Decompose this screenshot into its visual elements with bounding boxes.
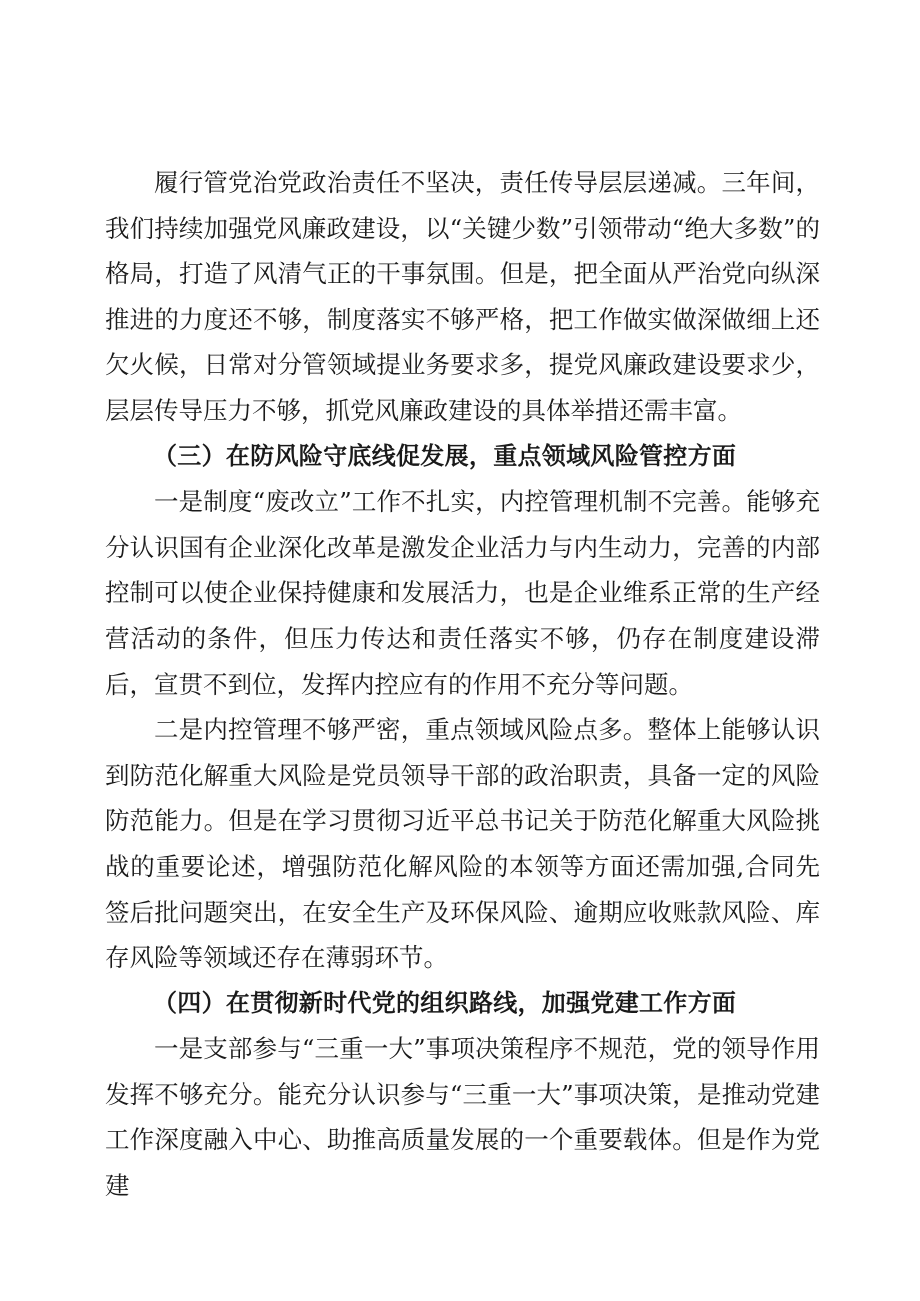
section-heading-4: （四）在贯彻新时代党的组织路线，加强党建工作方面 [153, 988, 737, 1017]
paragraph-party-responsibility: 履行管党治党政治责任不坚决，责任传导层层递减。三年间，我们持续加强党风廉政建设，以“关键少数”引领带动“绝大多数”的格局，打造了风清气正的干事氛围。但是，把全面从严治党向纵深推进的力度还不够，制度落实不够严格，把工作做实做深做细上还欠火候，日常对分管领域提业务要求多，提党风廉政建设要求少，层层传导压力不够，抓党风廉政建设的具体举措还需丰富。 [105, 168, 820, 425]
paragraph-institution-building: 一是制度“废改立”工作不扎实，内控管理机制不完善。能够充分认识国有企业深化改革是激发企业活力与内生动力，完善的内部控制可以使企业保持健康和发展活力，也是企业维系正常的生产经营活动的条件，但压力传达和责任落实不够，仍存在制度建设滞后，宣贯不到位，发挥内控应有的作用不充分等问题。 [105, 487, 820, 699]
paragraph-internal-control: 二是内控管理不够严密，重点领域风险点多。整体上能够认识到防范化解重大风险是党员领导干部的政治职责，具备一定的风险防范能力。但是在学习贯彻习近平总书记关于防范化解重大风险挑战的重要论述，增强防范化解风险的本领等方面还需加强,合同先签后批问题突出，在安全生产及环保风险、逾期应收账款风险、库存风险等领域还存在薄弱环节。 [105, 715, 820, 973]
document-body [105, 160, 820, 1209]
paragraph-branch-decision: 一是支部参与“三重一大”事项决策程序不规范，党的领导作用发挥不够充分。能充分认识参与“三重一大”事项决策，是推动党建工作深度融入中心、助推高质量发展的一个重要载体。但是作为党建 [105, 1034, 820, 1201]
section-heading-3: （三）在防风险守底线促发展，重点领域风险管控方面 [153, 441, 737, 470]
